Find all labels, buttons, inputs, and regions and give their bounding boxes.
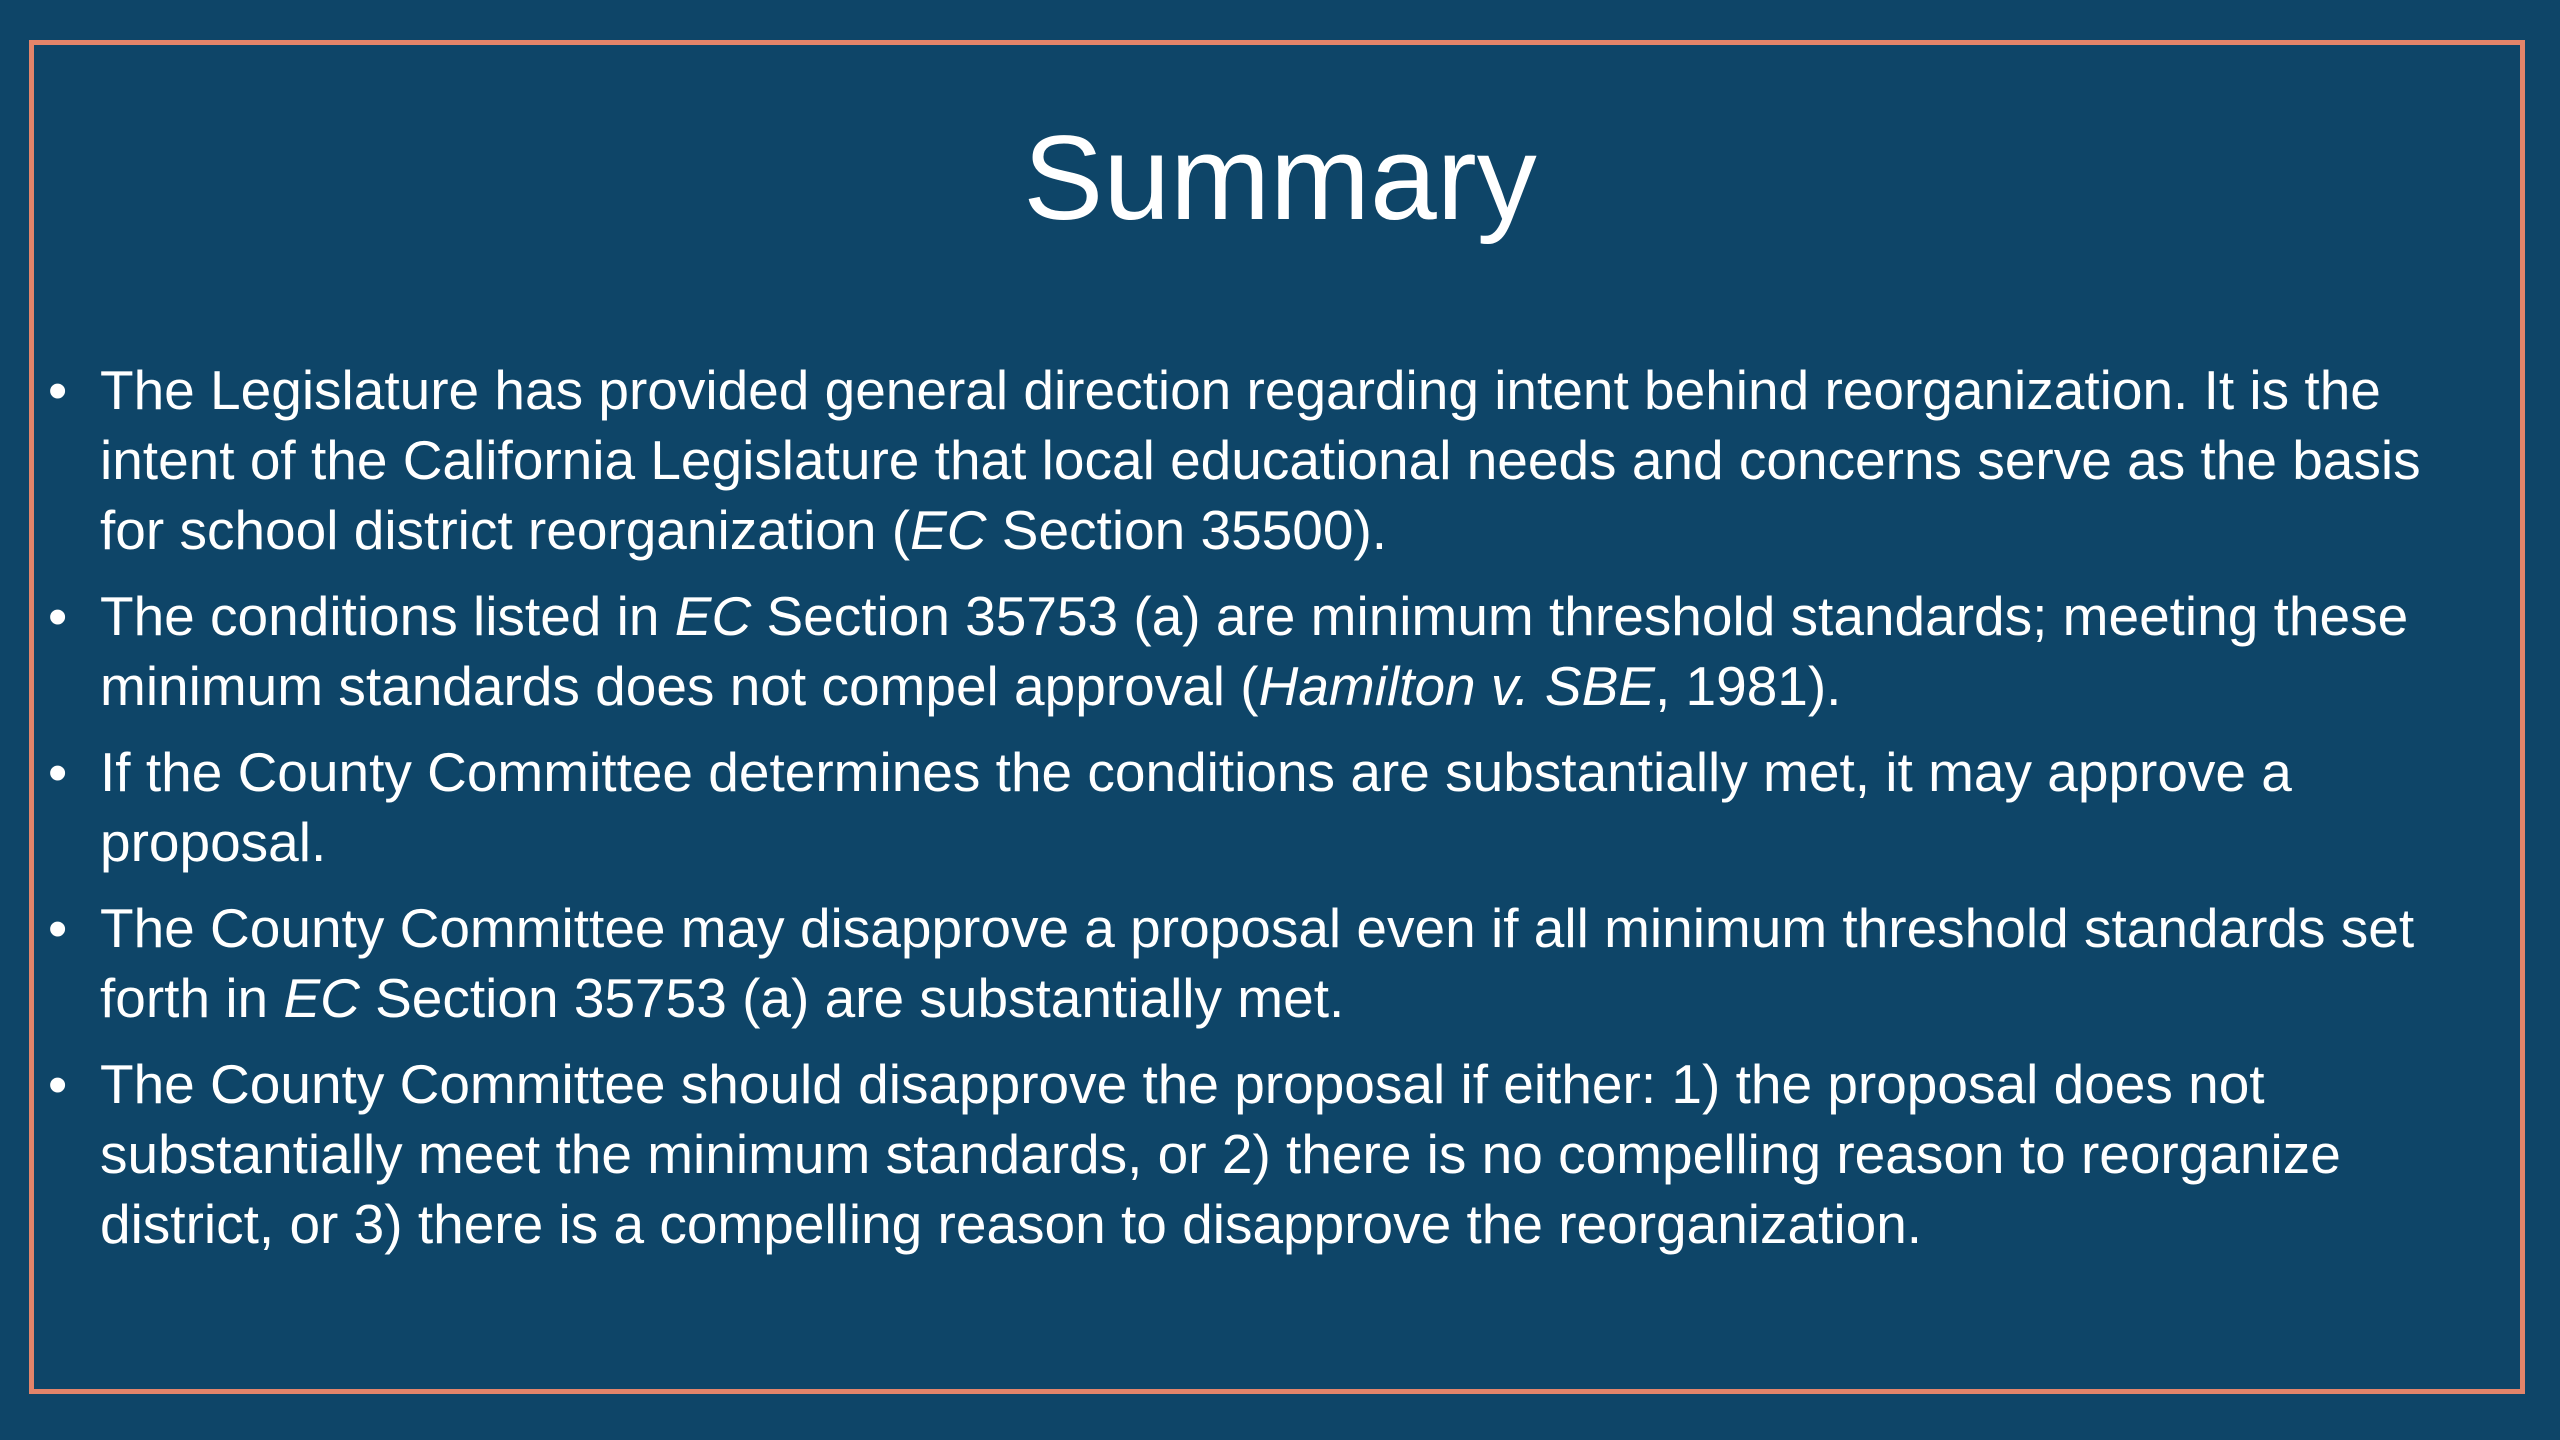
citation-ec: EC <box>910 499 987 561</box>
bullet-text: Section 35500). <box>986 499 1388 561</box>
citation-ec: EC <box>283 967 360 1029</box>
bullet-icon: • <box>48 1053 68 1115</box>
slide-title: Summary <box>1023 111 1537 245</box>
bullet-item-1 <box>48 355 2498 565</box>
citation-case: Hamilton v. SBE <box>1258 655 1655 717</box>
bullet-item-3 <box>48 737 2498 877</box>
bullet-list <box>48 355 2498 1275</box>
bullet-text: Section 35753 (a) are minimum threshold standards; meeting these minimum standards does not compel approval ( <box>100 585 2409 717</box>
bullet-text: If the County Committee determines the conditions are substantially met, it may approve a proposal. <box>100 741 2292 873</box>
bullet-icon: • <box>48 585 68 647</box>
bullet-text: The Legislature has provided general direction regarding intent behind reorganization. It is the intent of the California Legislature that local educational needs and concerns serve as the basis for school district reorganization ( <box>100 359 2421 561</box>
bullet-item-4 <box>48 893 2498 1033</box>
bullet-text: The conditions listed in <box>100 585 675 647</box>
bullet-text: The County Committee should disapprove the proposal if either: 1) the proposal does not substantially meet the minimum standards, or 2) there is no compelling reason to reorganize district, or 3) there is a compelling reason to disapprove the reorganization. <box>100 1053 2341 1255</box>
bullet-icon: • <box>48 359 68 421</box>
citation-ec: EC <box>674 585 752 647</box>
bullet-icon: • <box>48 897 68 959</box>
bullet-icon: • <box>48 741 68 803</box>
bullet-item-2 <box>48 581 2498 721</box>
bullet-text: Section 35753 (a) are substantially met. <box>359 967 1345 1029</box>
bullet-item-5 <box>48 1049 2498 1259</box>
bullet-text: , 1981). <box>1654 655 1842 717</box>
bullet-text: The County Committee may disapprove a proposal even if all minimum threshold standards set forth in <box>100 897 2415 1029</box>
